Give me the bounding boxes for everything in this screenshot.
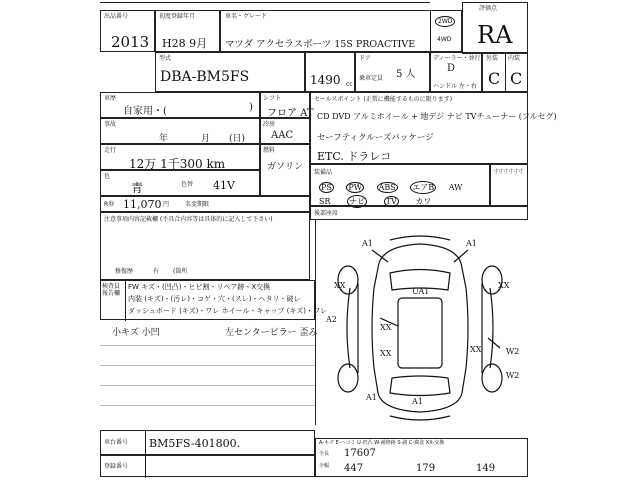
equipment-row1 (319, 181, 462, 194)
mileage-cell (100, 144, 260, 170)
drive-4wd: 4WD (437, 36, 452, 43)
door-label: ドア (359, 55, 371, 62)
damage-code: A1 (412, 397, 423, 406)
door-cell (355, 52, 430, 92)
selling-line1: CD DVD アルミホイール + 地デジ ナビ TVチューナー (フルセグ) (317, 112, 557, 121)
notice-label: 注意事項内容記載欄 (不具合内容等は具体的に記入して下さい) (104, 216, 273, 223)
drive-cell (430, 10, 462, 52)
accident-cell (100, 118, 260, 144)
dims-value-1: 17607 (344, 448, 376, 459)
grade-cell (462, 2, 528, 54)
special-label: 寸寸寸寸寸寸 (493, 169, 524, 175)
recycle-value: 11,070 (123, 198, 162, 211)
repair-value: 有 (153, 268, 160, 275)
note-right: 左センターピラー 歪み (225, 328, 318, 338)
grade-value: RA (477, 21, 513, 49)
dims-value-3: 179 (416, 463, 436, 474)
cc-unit: cc (346, 81, 353, 88)
cc-cell (305, 52, 355, 92)
equip-abs: ABS (378, 183, 396, 192)
first-reg-label: 初度登録年月 (159, 13, 196, 20)
color-value: 青 (131, 181, 144, 195)
damage-code: XX (334, 281, 346, 290)
special-cell (490, 164, 528, 206)
dims-value-4: 149 (476, 463, 496, 474)
selling-label: セールスポイント (正常に機能するものに限ります) (314, 96, 453, 103)
selling-line2: セーフティクルーズパッケージ (317, 133, 434, 143)
recycle-unit: 円 (163, 201, 170, 208)
selling-line3: ETC. ドラレコ (317, 150, 392, 163)
fuel-value: ガソリン (267, 162, 304, 172)
accident-year: 年 (159, 134, 169, 144)
mileage-value: 12万 1千300 km (129, 157, 226, 171)
damage-code: XX (470, 345, 482, 354)
shift-value: フロア AT (267, 108, 314, 119)
chassis-label: 車台番号 (104, 439, 129, 446)
accident-day: (日) (229, 134, 246, 144)
rule-3 (100, 385, 315, 386)
dims-label-1: 全長 (319, 451, 330, 457)
fuel-label: 燃料 (263, 147, 276, 154)
damage-code: A1 (362, 239, 373, 248)
inspector-dash: ダッシュボード (キズ)・ワレ ホイール・キャップ (キズ)・ワレ (128, 307, 328, 315)
accident-month: 月 (201, 134, 211, 144)
aircon-value: AAC (271, 130, 294, 141)
inspector-fw: FW キズ・(凹凸)・ヒビ割・リペア跡・X交換 (128, 283, 271, 291)
damage-code: UA1 (412, 287, 430, 296)
shift-label: シフト (263, 95, 282, 102)
mileage-label: 走行 (104, 147, 117, 154)
car-name-cell (220, 10, 450, 52)
recycle-cell (100, 196, 310, 212)
transfer-label: 名変期限 (185, 201, 210, 208)
selling-cell (310, 92, 557, 164)
int-label: 内装 (508, 55, 521, 62)
notice-cell (100, 212, 310, 280)
top-border (100, 2, 430, 3)
lot-number: 2013 (111, 33, 150, 51)
damage-code: XX (498, 281, 510, 290)
model-value: DBA-BM5FS (160, 69, 250, 85)
dealer-value: D (447, 63, 456, 74)
reg-no-divider (145, 456, 146, 478)
usage-close: ) (249, 102, 253, 113)
equip-pw: PW (348, 183, 363, 192)
color-cell (100, 170, 260, 196)
chassis-divider (145, 431, 146, 456)
first-reg-cell (155, 10, 220, 52)
car-name-value: マツダ アクセラスポーツ 15S PROACTIVE (225, 39, 416, 50)
rear-seat-cell (310, 206, 528, 220)
equip-airbag: エアB (412, 183, 435, 192)
dealer-label: ディーラー・並行 (433, 55, 481, 62)
middle-divider (315, 220, 316, 425)
persons-value: 5 人 (396, 69, 416, 80)
dims-value-2: 447 (344, 463, 364, 474)
car-name-label: 車名・グレード (225, 13, 268, 20)
dealer-cell (430, 52, 482, 92)
equip-tv: TV (385, 197, 397, 206)
chassis-value: BM5FS-401800. (149, 437, 241, 450)
dims-legend: A-キズ E-ヘコミ U-凹凸 W-補修跡 S-錆 C-腐食 XX-交換 (319, 440, 445, 446)
handle-label: ハンドル 左・右 (433, 83, 477, 90)
usage-cell (100, 92, 260, 118)
int-value: C (510, 69, 523, 88)
equipment-cell (310, 164, 490, 206)
equip-ps: PS (321, 183, 332, 192)
ext-label: 外装 (486, 55, 499, 62)
damage-code: W2 (506, 371, 520, 380)
inspector-cell (100, 280, 328, 320)
fuel-cell (260, 144, 310, 196)
damage-code: A1 (466, 239, 477, 248)
damage-code: A2 (326, 315, 337, 324)
aircon-label: 冷房 (263, 121, 276, 128)
inspector-interior: 内装 (キズ)・(汚レ)・コゲ・穴・(スレ)・ヘタリ・破レ (128, 295, 301, 303)
note-left: 小キズ 小凹 (112, 328, 160, 338)
dims-cell (315, 438, 528, 477)
ext-int-cell (482, 52, 528, 92)
damage-code: A1 (366, 393, 377, 402)
car-damage-diagram (320, 228, 525, 428)
color-label: 色 (104, 173, 111, 180)
shift-cell (260, 92, 314, 119)
usage-label: 車歴 (104, 95, 117, 102)
model-label: 型式 (159, 55, 172, 62)
recycle-label: R券 (104, 201, 115, 208)
cc-value: 1490 (310, 73, 341, 87)
lot-label: 出品番号 (104, 13, 129, 20)
model-cell (155, 52, 305, 92)
rule-2 (100, 365, 315, 366)
color-code-label: 色替 (181, 181, 194, 188)
inspector-label: 検査員 報告欄 (102, 283, 121, 297)
equip-leather: カワ (415, 197, 432, 206)
accident-label: 事故 (104, 121, 117, 128)
reg-no-label: 登録番号 (104, 463, 129, 470)
equip-navi: ナビ (349, 197, 366, 206)
damage-code: XX (380, 323, 392, 332)
rule-4 (100, 405, 315, 406)
aircon-cell (260, 118, 310, 144)
persons-label: 乗車定員 (359, 75, 384, 82)
ext-value: C (488, 69, 501, 88)
chassis-cell (100, 430, 315, 455)
dims-label-2: 全幅 (319, 463, 330, 469)
ext-int-divider (505, 53, 506, 93)
equip-aw: AW (448, 183, 463, 192)
equip-sr: SR (319, 197, 331, 206)
first-reg-value: H28 9月 (162, 37, 208, 50)
repair-label: 修復歴 (115, 268, 134, 275)
lot-cell (100, 10, 155, 52)
drive-2wd: 2WD (435, 16, 455, 27)
rule-1 (100, 345, 315, 346)
damage-code: XX (380, 349, 392, 358)
inspector-divider (125, 281, 126, 321)
grade-label: 評価点 (479, 5, 498, 12)
color-code: 41V (213, 179, 235, 192)
usage-value: 自家用・( (123, 106, 167, 117)
reg-no-cell (100, 455, 315, 477)
rear-seat-label: 後部座席 (314, 210, 339, 217)
damage-code: W2 (506, 347, 520, 356)
repair-place: (箇所 (173, 268, 188, 275)
inspection-sheet (100, 0, 557, 480)
equipment-label: 装備品 (314, 169, 333, 176)
